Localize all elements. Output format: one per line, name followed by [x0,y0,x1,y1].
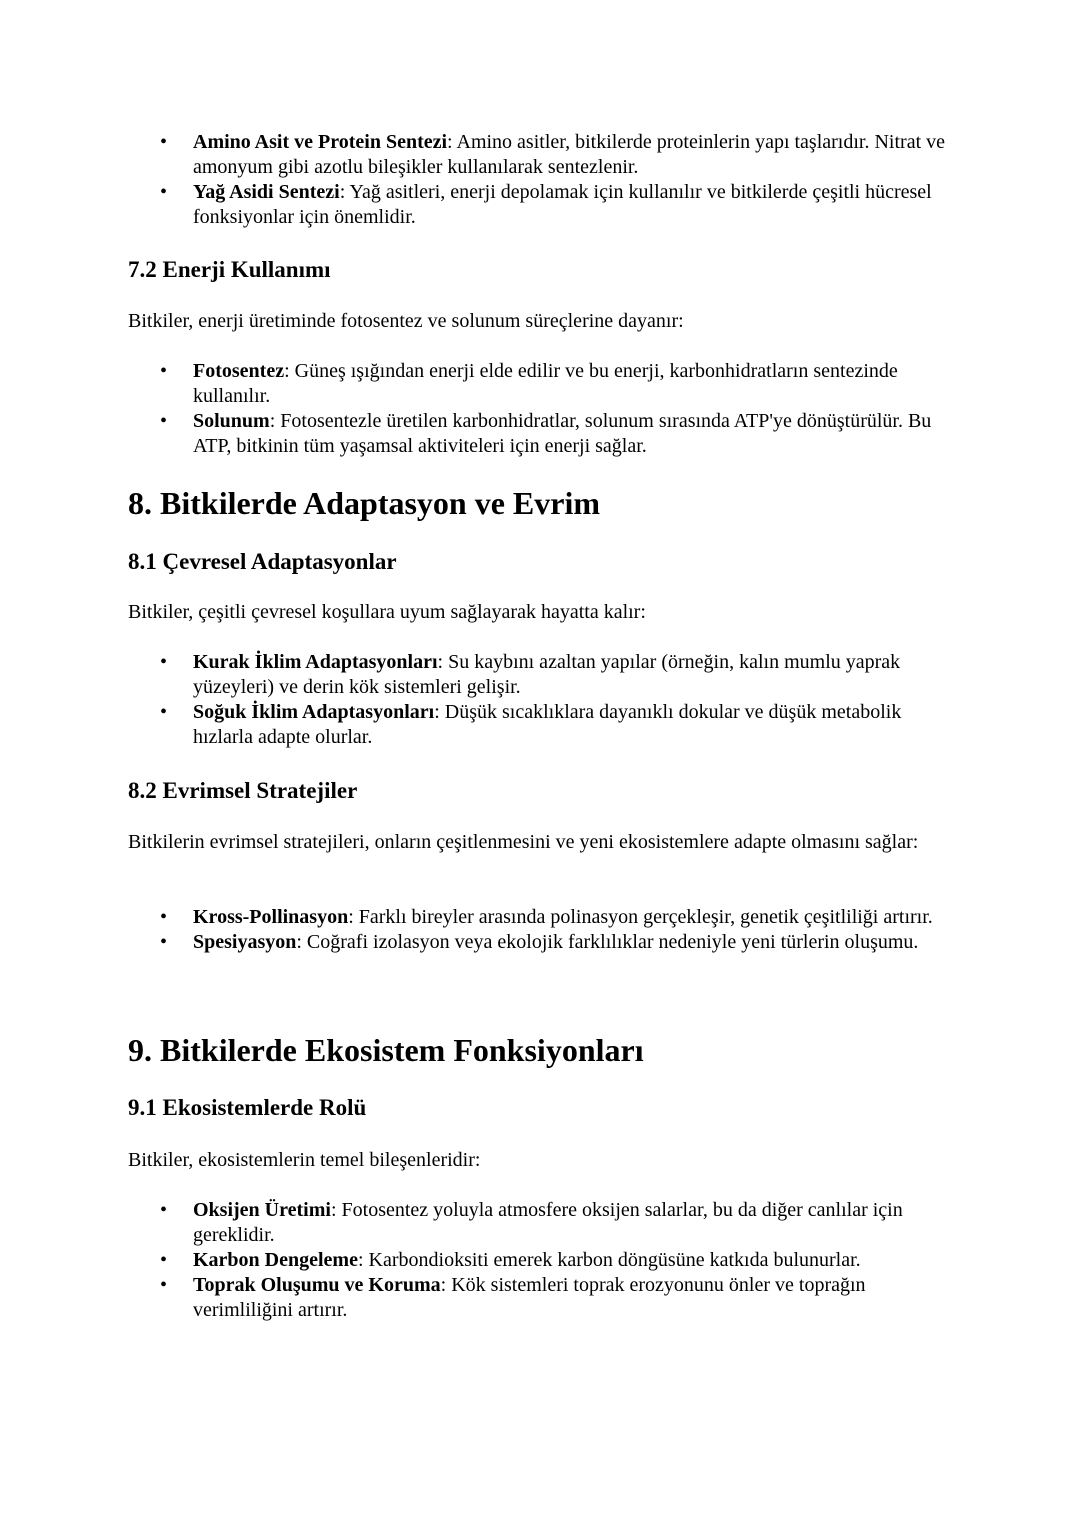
section-heading: 7.2 Enerji Kullanımı [128,257,331,282]
section-heading: 8.1 Çevresel Adaptasyonlar [128,549,397,574]
list-item: • Spesiyasyon: Coğrafi izolasyon veya ekolojik farklılıklar nedeniyle yeni türlerin oluşumu. [160,931,919,953]
list-item: • Oksijen Üretimi: Fotosentez yoluyla atmosfere oksijen salarlar, bu da diğer canlılar için gereklidir. [160,1199,903,1246]
bullet-list [128,650,948,750]
bullet-list [128,905,948,955]
bullet-icon: • [160,1249,168,1271]
bullet-icon: • [160,931,168,953]
paragraph: Bitkilerin evrimsel stratejileri, onların çeşitlenmesini ve yeni ekosistemlere adapte olmasını sağlar: [128,831,919,853]
bullet-icon: • [160,1199,168,1221]
paragraph: Bitkiler, ekosistemlerin temel bileşenleridir: [128,1149,481,1171]
list-item: • Solunum: Fotosentezle üretilen karbonhidratlar, solunum sırasında ATP'ye dönüştürülür. Bu ATP, bitkinin tüm yaşamsal aktiviteleri için enerji sağlar. [160,410,932,457]
list-item: • Soğuk İklim Adaptasyonları: Düşük sıcaklıklara dayanıklı dokular ve düşük metabolik hızlarla adapte olurlar. [160,701,902,748]
section-heading: 9.1 Ekosistemlerde Rolü [128,1095,367,1120]
section-heading: 8.2 Evrimsel Stratejiler [128,778,358,803]
bullet-icon: • [160,181,168,203]
paragraph: Bitkiler, enerji üretiminde fotosentez ve solunum süreçlerine dayanır: [128,310,684,332]
bullet-icon: • [160,410,168,432]
bullet-icon: • [160,131,168,153]
list-item: • Kross-Pollinasyon: Farklı bireyler arasında polinasyon gerçekleşir, genetik çeşitliliği artırır. [160,906,933,928]
bullet-icon: • [160,1274,168,1296]
bullet-list [128,359,948,459]
bullet-list [128,130,948,230]
bullet-icon: • [160,906,168,928]
list-item: • Karbon Dengeleme: Karbondioksiti emerek karbon döngüsüne katkıda bulunurlar. [160,1249,861,1271]
chapter-heading: 9. Bitkilerde Ekosistem Fonksiyonları [128,1032,644,1068]
list-item: • Toprak Oluşumu ve Koruma: Kök sistemleri toprak erozyonunu önler ve toprağın verimliliğini artırır. [160,1274,866,1321]
list-item: • Amino Asit ve Protein Sentezi: Amino asitler, bitkilerde proteinlerin yapı taşlarıdır. Nitrat ve amonyum gibi azotlu bileşikler kullanılarak sentezlenir. [160,131,946,178]
chapter-heading: 8. Bitkilerde Adaptasyon ve Evrim [128,485,601,521]
list-item: • Yağ Asidi Sentezi: Yağ asitleri, enerji depolamak için kullanılır ve bitkilerde çeşitli hücresel fonksiyonlar için önemlidir. [160,181,932,228]
bullet-icon: • [160,701,168,723]
list-item: • Kurak İklim Adaptasyonları: Su kaybını azaltan yapılar (örneğin, kalın mumlu yaprak yüzeyleri) ve derin kök sistemleri gelişir. [160,651,901,698]
bullet-icon: • [160,360,168,382]
bullet-icon: • [160,651,168,673]
bullet-list [128,1198,948,1323]
list-item: • Fotosentez: Güneş ışığından enerji elde edilir ve bu enerji, karbonhidratların sentezinde kullanılır. [160,360,898,407]
paragraph: Bitkiler, çeşitli çevresel koşullara uyum sağlayarak hayatta kalır: [128,601,646,623]
